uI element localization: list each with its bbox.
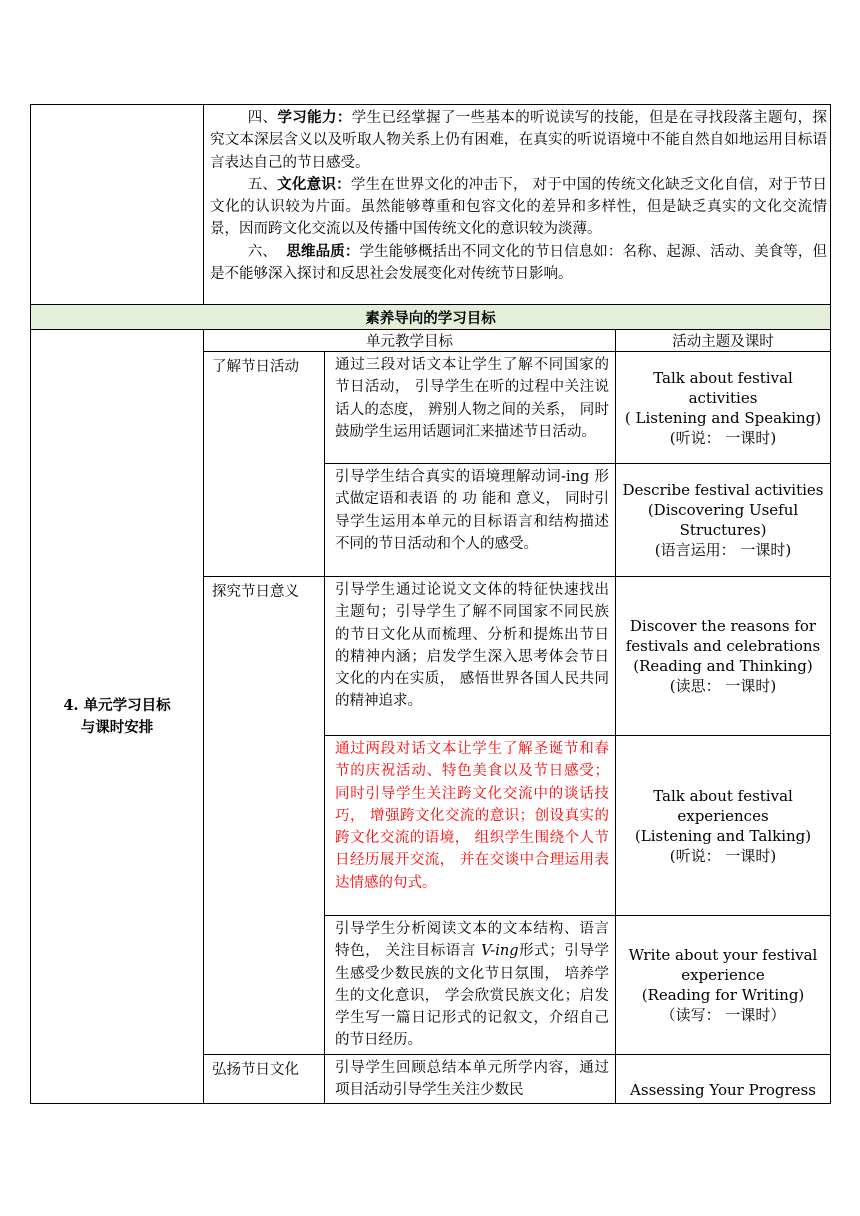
paragraph-text: 学生已经掌握了一些基本的听说读写的技能，但是在寻找段落主题句，探究文本深层含义以及听取人物关系上仍有困难，在真实的听说语境中不能自然自如地运用目标语言表达自己的节日感受。 (210, 110, 828, 171)
activity-type: ( Listening and Speaking) (624, 408, 822, 427)
heading-colon: ： (336, 109, 352, 126)
heading-colon: ： (344, 242, 360, 260)
group-explore-meaning: 探究节日意义 (204, 577, 325, 1055)
activity-type: Structures) (679, 521, 767, 539)
objectives-header-row (31, 330, 831, 352)
activity-title: festivals and celebrations (625, 637, 821, 655)
activity-type: (Discovering Useful (647, 501, 799, 519)
activities-header: 活动主题及课时 (616, 330, 831, 352)
ability-analysis-cell (204, 105, 831, 305)
activity-title: experiences (677, 806, 769, 825)
label-line-2: 与课时安排 (80, 718, 154, 736)
activity-period: (读思： 一课时) (669, 677, 777, 695)
activity-type: (Listening and Talking) (634, 826, 812, 845)
objectives-header: 单元教学目标 (204, 330, 616, 352)
group-promote-culture: 弘扬节日文化 (204, 1054, 325, 1104)
target-language-term: V-ing (481, 943, 519, 960)
activity-type: (Reading for Writing) (641, 985, 805, 1004)
activity-title: Describe festival activities (622, 481, 824, 499)
learning-ability-paragraph (210, 107, 827, 174)
description-text: 形式；引导学生感受少数民族的文化节日氛围， 培养学生的文化意识， 学会欣赏民族文化；启发学生写一篇日记形式的记叙文，介绍自己的节日经历。 (335, 943, 610, 1049)
activity-cell (616, 1054, 831, 1104)
activity-title: Talk about festival activities (653, 368, 793, 407)
unit-objectives-label (31, 330, 204, 1104)
objective-description: 通过三段对话文本让学生了解不同国家的节日活动， 引导学生在听的过程中关注说话人的态度， 辨别人物之间的关系， 同时鼓励学生运用话题词汇来描述节日活动。 (325, 352, 616, 464)
ability-left-cell (31, 105, 204, 305)
activity-cell (616, 464, 831, 577)
objective-description: 引导学生回顾总结本单元所学内容，通过项目活动引导学生关注少数民 (325, 1054, 616, 1104)
activity-cell (616, 352, 831, 464)
objective-description (325, 916, 616, 1055)
section-title-row (31, 305, 831, 330)
activity-period: (听说： 一课时) (669, 428, 777, 447)
paragraph-heading: 文化意识 (277, 175, 337, 193)
objective-description: 引导学生结合真实的语境理解动词-ing 形 式做定语和表语 的 功 能和 意义， 同时引导学生运用本单元的目标语言和结构描述不同的节日活动和个人的感受。 (325, 464, 616, 577)
activity-cell (616, 916, 831, 1055)
paragraph-text: 学生在世界文化的冲击下， 对于中国的传统文化缺乏文化自信，对于节日文化的认识较为片面。虽然能够尊重和包容文化的差异和多样性，但是缺乏真实的文化交流情景，因而跨文化交流以及传播中国传统文化的意识较为淡薄。 (210, 176, 828, 238)
activity-title: experience (681, 965, 765, 984)
activity-period: (听说： 一课时) (669, 846, 777, 865)
group-learn-activities: 了解节日活动 (204, 352, 325, 577)
paragraph-number: 六、 (247, 243, 287, 260)
objective-description: 引导学生通过论说文文体的特征快速找出主题句；引导学生了解不同国家不同民族的节日文化从而梳理、分析和提炼出节日的精神内涵；启发学生深入思考体会节日文化的内在实质， 感悟世界各国人民共同的精神追求。 (325, 577, 616, 736)
cultural-awareness-paragraph (210, 174, 827, 241)
description-text: 引导学生分析阅读文本的文本结构、语言特色， 关注目标语言 (335, 921, 609, 960)
objective-description-highlighted: 通过两段对话文本让学生了解圣诞节和春节的庆祝活动、特色美食以及节日感受；同时引导学生关注跨文化交流中的谈话技巧， 增强跨文化交流的意识；创设真实的跨文化交流的语境， 组织学生围绕个人节日经历展开交流， 并在交谈中合理运用表达情感的句式。 (325, 736, 616, 916)
paragraph-text: 学生能够概括出不同文化的节日信息如：名称、起源、活动、美食等，但是不能够深入探讨和反思社会发展变化对传统节日影响。 (210, 243, 828, 283)
section-title: 素养导向的学习目标 (31, 305, 831, 330)
activity-cell (616, 577, 831, 736)
paragraph-heading: 学习能力 (277, 109, 337, 126)
activity-title: Talk about festival (653, 786, 793, 805)
paragraph-heading: 思维品质 (286, 242, 345, 260)
lesson-plan-table (30, 104, 831, 1104)
activity-title: Assessing Your Progress (630, 1081, 816, 1100)
activity-title: Discover the reasons for (629, 617, 817, 635)
activity-period: （读写： 一课时） (660, 1005, 786, 1024)
activity-title: Write about your festival (628, 945, 818, 964)
activity-type: (Reading and Thinking) (633, 657, 813, 675)
activity-cell (616, 736, 831, 916)
ability-row (31, 105, 831, 305)
paragraph-number: 四、 (247, 110, 278, 126)
activity-period: (语言运用： 一课时) (654, 541, 792, 559)
label-line-1: 4. 单元学习目标 (63, 696, 171, 714)
thinking-quality-paragraph (210, 241, 827, 286)
heading-colon: ： (336, 175, 351, 193)
paragraph-number: 五、 (247, 176, 278, 193)
